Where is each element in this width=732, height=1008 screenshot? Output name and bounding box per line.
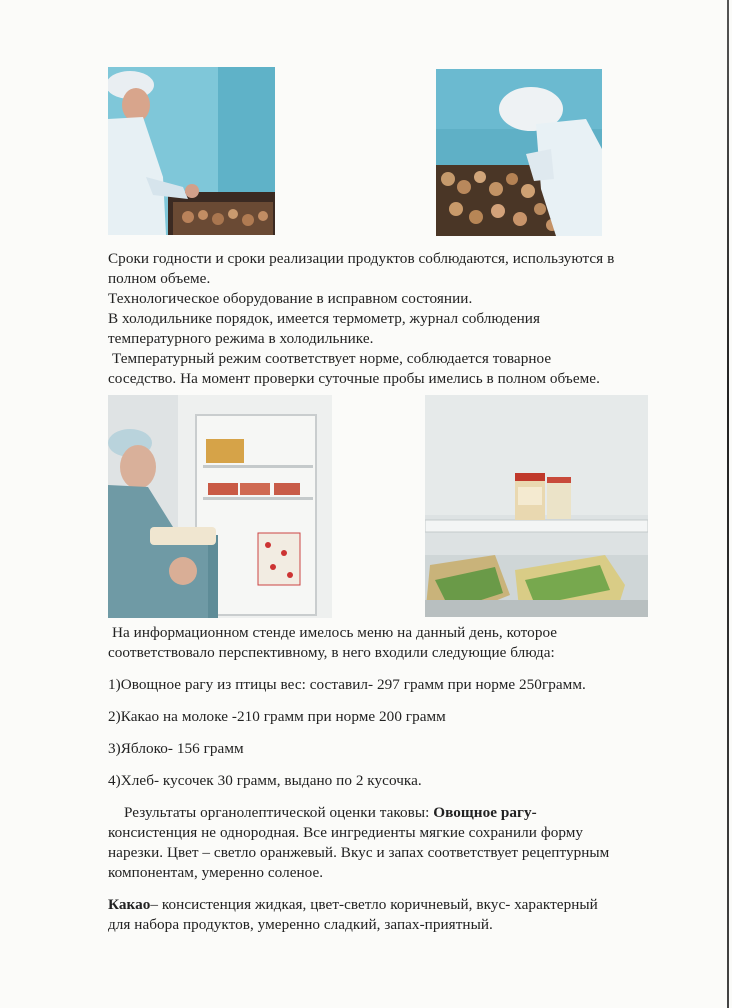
cocoa-dish-name: Какао bbox=[108, 896, 151, 913]
menu-intro-line: На информационном стенде имелось меню на данный день, которое bbox=[112, 624, 558, 641]
result-line: консистенция не однородная. Все ингредиенты мягкие сохранили форму bbox=[108, 824, 584, 841]
result-line: нарезки. Цвет – светло оранжевый. Вкус и запах соответствует рецептурным bbox=[108, 844, 610, 861]
paragraph-line: полном объеме. bbox=[108, 270, 211, 287]
menu-intro-line: соответствовало перспективному, в него входили следующие блюда: bbox=[108, 644, 555, 661]
text-block-menu bbox=[108, 623, 678, 935]
paragraph-line: В холодильнике порядок, имеется термометр, журнал соблюдения bbox=[108, 310, 541, 327]
cocoa-line bbox=[108, 895, 678, 915]
menu-item: 3)Яблоко- 156 грамм bbox=[108, 740, 244, 757]
menu-item: 1)Овощное рагу из птицы вес: составил- 297 грамм при норме 250грамм. bbox=[108, 676, 586, 693]
paragraph-line: Сроки годности и сроки реализации продуктов соблюдаются, используются в bbox=[108, 250, 615, 267]
photo-staff-bending-over-crates bbox=[436, 69, 602, 236]
photo-staff-sorting-potatoes bbox=[108, 67, 275, 235]
photo-refrigerator-shelves bbox=[425, 395, 648, 617]
menu-item: 4)Хлеб- кусочек 30 грамм, выдано по 2 кусочка. bbox=[108, 772, 422, 789]
result-dish-name: Овощное рагу- bbox=[433, 804, 537, 821]
paragraph-line: температурного режима в холодильнике. bbox=[108, 330, 374, 347]
result-prefix: Результаты органолептической оценки таковы: bbox=[124, 804, 434, 821]
paragraph-line: Температурный режим соответствует норме, соблюдается товарное bbox=[112, 350, 552, 367]
text-block-checks bbox=[108, 249, 678, 389]
cocoa-line: для набора продуктов, умеренно сладкий, запах-приятный. bbox=[108, 916, 493, 933]
paragraph-line: соседство. На момент проверки суточные пробы имелись в полном объеме. bbox=[108, 370, 600, 387]
result-line bbox=[108, 803, 678, 823]
cocoa-description: – консистенция жидкая, цвет-светло коричневый, вкус- характерный bbox=[150, 896, 598, 913]
photo-staff-at-refrigerator bbox=[108, 395, 332, 618]
menu-item: 2)Какао на молоке -210 грамм при норме 200 грамм bbox=[108, 708, 446, 725]
result-line: компонентам, умеренно соленое. bbox=[108, 864, 324, 881]
paragraph-line: Технологическое оборудование в исправном состоянии. bbox=[108, 290, 473, 307]
scan-edge-line bbox=[727, 0, 729, 1008]
